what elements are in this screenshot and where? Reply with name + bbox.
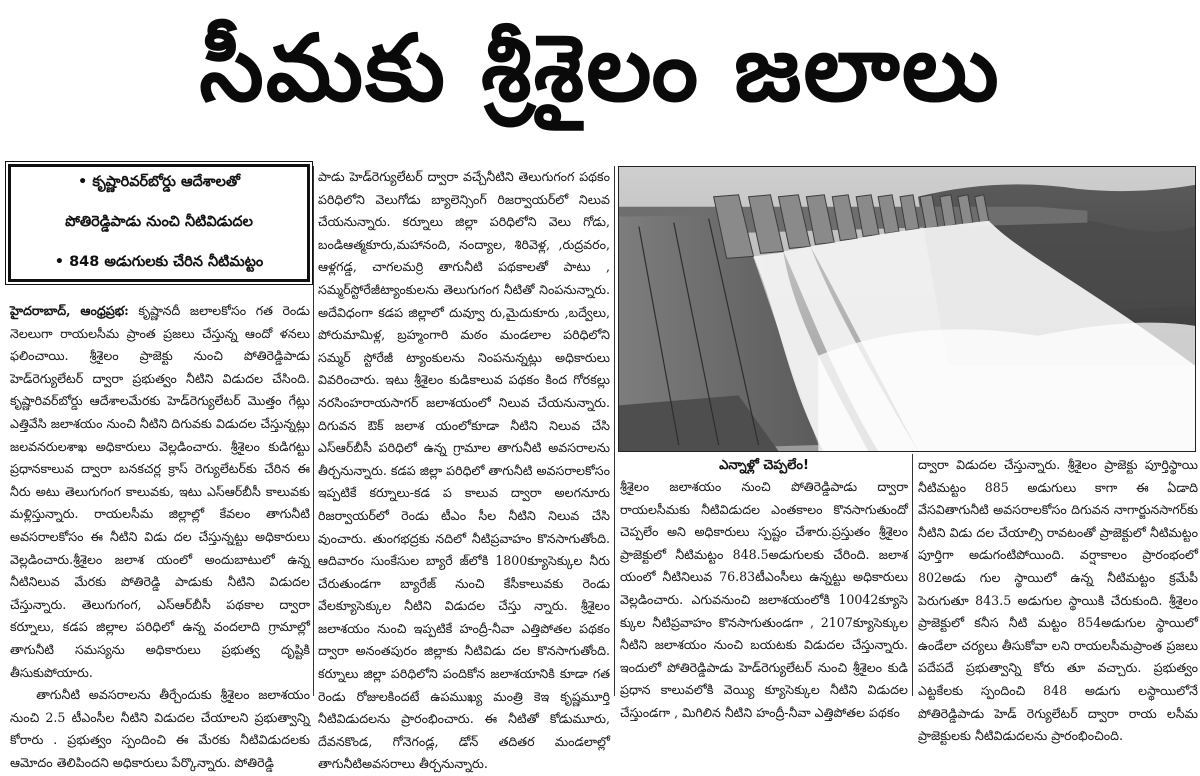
headline: సీమకు శ్రీశైలం జలాలు (199, 15, 1001, 122)
highlight-line: • కృష్ణారివర్‌బోర్డు ఆదేశాలతో (78, 174, 240, 190)
dam-photo (618, 166, 1196, 452)
article-column-2 (318, 166, 611, 772)
article-paragraph: పాడు హెడ్‌రెగ్యులేటర్‌ ద్వారా వచ్చేనీటిని తెలుగుగంగ పథకం పరిధిలోని వెలుగోడు బ్యాలెన్సింగ్‌ రిజర్వాయర్‌లో నిలువ చేయనున్నారు. కర్నూలు జిల్లా పరిధిలోని వెలు గోడు, బండిఆత్మకూరు,మహానంది, నంద్యాల, శిరివెళ్ల, ,రుద్రవరం, ఆళ్లగడ్డ, చాగలమర్రి తాగునీటి పథకాలతో పాటు , సమ్మర్‌స్టోరేజీట్యాంకులను తెలుగుగంగ నీటితో నింపనున్నారు. అదేవిధంగా కడప జిల్లాలో దువ్వూ రు,మైదుకూరు ,బద్వేలు, పోరుమామిళ్ల, బ్రహ్మంగారి మఠం మండలాల పరిధిలోని సమ్మర్‌ స్టోరేజీ ట్యాంకులను నింపనున్నట్లు అధికారులు వివరించారు. ఇటు శ్రీశైలం కుడికాలువ పథకం కింద గోరకల్లు నరసింహరాయసాగర్‌ జలాశయంలో నిలువ చేయనున్నారు. దిగువన ఔక్‌ జలాశ యంలోకూడా నీటిని నిలువ చేసి ఎస్‌ఆర్‌బీసీ పరిధిలో ఉన్న గ్రామాల తాగునీటి అవసరాలను తీర్చనున్నారు. కడప జిల్లా పరిధిలో తాగునీటి అవసరాలకోసం ఇప్పటికే కర్నూలు-కడ ప కాలువ ద్వారా అలగనూరు రిజర్వాయర్‌లో రెండు టీఎం సీల నీటిని నిలువ చేసి వుంచారు. తుంగభద్రకు నదిలో నీటిప్రవాహం కొనసాగుతోంది. ఆదివారం సుంకేసుల బ్యారే జ్‌లోకి 1800క్యూసెక్కుల నీరు చేరుతుండగా బ్యారేజ్‌ నుంచి కేసీకాలువకు రెండు వేలక్యూసెక్కుల నీటిని విడుదల చేస్తు న్నారు. శ్రీశైలం జలాశయం నుంచి ఇప్పటికే హంద్రీ-నీవా ఎత్తిపోతల పథకం ద్వారా అనంతపురం జిల్లాకు నీటివిడు దల కొనసాగుతోంది. కర్నూలు జిల్లా పరిధిలోని పందికోన జలాశయానికి కూడా గత రెండు రోజులకిందటే ఉపముఖ్య మంత్రి కెఇ కృష్ణమూర్తి నీటివిడుదలను ప్రారంభించారు. ఈ నీటితో కోడుమూరు, దేవనకొండ, గోనెగండ్ల, డోన్‌ తదితర మండలాల్లో తాగునీటిఅవసరాలు తీర్చనున్నారు. (318, 169, 611, 772)
column-divider (614, 166, 615, 696)
article-paragraph: శ్రీశైలం జలాశయం నుంచి పోతిరెడ్డిపాడు ద్వారా రాయలసీమకు నీటివిడుదల ఎంతకాలం కొనసాగుతుందో చెప్పలేం అని అధికారులు స్పష్టం చేశారు.ప్రస్తుతం శ్రీశైలం ప్రాజెక్టులో నీటిమట్టం 848.5అడుగులకు చేరింది. జలాశ యంలో నీటినిలువ 76.83టీఎంసీలు ఉన్నట్టు అధికారులు వెల్లడించారు. ఎగువనుంచి జలాశయంలోకి 10042క్యూసె క్కుల నీటిప్రవాహం కొనసాగుతుండగా , 2107క్యూసెక్కుల నీటిని జలాశయం నుంచి బయటకు విడుదల చేస్తున్నారు. ఇందులో పోతిరెడ్డిపాడు హెడ్‌రెగ్యులేటర్‌ నుంచి శ్రీశైలం కుడి ప్రధాన కాలువలోకి వెయ్యి క్యూసెక్కుల నీటిని విడుదల చేస్తుండగా , మిగిలిన నీటిని హంద్రీ-నీవా ఎత్తిపోతల పథకం (620, 479, 908, 720)
subheading: ఎన్నాళ్లో చెప్పలేం! (719, 458, 809, 473)
dateline: హైదరాబాద్‌, ఆంధ్రప్రభ: (10, 303, 129, 318)
article-paragraph (10, 684, 310, 774)
article-column-1 (10, 300, 310, 770)
paragraph-text: తాగునీటి అవసరాలను తీర్చేందుకు శ్రీశైలం జలాశయం నుంచి 2.5 టీఎంసీల నీటిని విడుదల చేయాలని ప్రభుత్వాన్ని కోరారు . ప్రభుత్వం స్పందించి ఈ మేరకు నీటివిడుదలకు ఆమోదం తెలిపిందని అధికారులు పేర్కొన్నారు. పోతిరెడ్డి (10, 687, 310, 770)
article-paragraph (10, 300, 310, 684)
highlight-line: పోతిరెడ్డిపాడు నుంచి నీటివిడుదల (65, 214, 253, 231)
column-divider (313, 166, 314, 696)
dam-photo-illustration (619, 167, 1195, 451)
article-paragraph: ద్వారా విడుదల చేస్తున్నారు. శ్రీశైలం ప్రాజెక్టు పూర్తిస్థాయి నీటిమట్టం 885 అడుగులు కాగా ఈ ఏడాది వేసవితాగునీటి అవసరాలకోసం దిగువన నాగార్జునసాగర్‌కు నీటిని విడు దల చేయాల్సి రావటంతో ప్రాజెక్టులో నీటిమట్టం పూర్తిగా అడుగంటిపోయింది. వర్షాకాలం ప్రారంభంలో 802అడు గుల స్థాయిలో ఉన్న నీటిమట్టం క్రమేపీ పెరుగుతూ 843.5 అడుగుల స్థాయికి చేరుకుంది. శ్రీశైలం ప్రాజెక్టులో కనీస నీటి మట్టం 854అడుగుల స్థాయిలో ఉండేలా చర్యలు తీసుకోవా లని రాయలసీమప్రాంత ప్రజలు పదేపదే ప్రభుత్వాన్ని కోరు తూ వచ్చారు. ప్రభుత్వం ఎట్టకేలకు స్పందించి 848 అడుగు లస్థాయిలోనే పోతిరెడ్డిపాడు హెడ్‌ రెగ్యులేటర్‌ ద్వారా రాయ లసీమ ప్రాజెక్టులకు నీటివిడుదలను ప్రారంభించింది. (918, 457, 1198, 744)
highlight-line: • 848 అడుగులకు చేరిన నీటిమట్టం (54, 254, 264, 271)
article-column-3 (620, 476, 908, 720)
article-column-4 (918, 454, 1198, 744)
highlights-box (8, 164, 310, 282)
paragraph-text: కృష్ణానదీ జలాలకోసం గత రెండు నెలలుగా రాయలసీమ ప్రాంత ప్రజలు చేస్తున్న ఆందో ళనలు ఫలించాయి. శ్రీశైలం ప్రాజెక్టు నుంచి పోతిరెడ్డిపాడు హెడ్‌రెగ్యులేటర్‌ ద్వారా ప్రభుత్వం నీటిని విడుదల చేసింది. కృష్ణారివర్‌బోర్డు ఆదేశాలమేరకు హెడ్‌రెగ్యులేటర్‌ మొత్తం గేట్లు ఎత్తివేసి జలాశయం నుంచి నీటిని దిగువకు విడుదల చేస్తున్నట్లు జలవనరులశాఖ అధికారులు వెల్లడించారు. శ్రీశైలం కుడిగట్టు ప్రధానకాలువ ద్వారా బనకచర్ల క్రాస్‌ రెగ్యులేటర్‌కు చేరిన ఈ నీరు అటు తెలుగుగంగ కాలువకు, ఇటు ఎస్‌ఆర్‌బీసీ కాలువకు మళ్లిస్తున్నారు. రాయలసీమ జిల్లాల్లో కేవలం తాగునీటి అవసరాలకోసం ఈ నీటిని విడు దల చేస్తున్నట్టు అధికారులు వెల్లడించారు.శ్రీశైలం జలాశ యంలో అందుబాటులో ఉన్న నీటినిలువ మేరకు పోతిరెడ్డి పాడుకు నీటిని విడుదల చేస్తున్నారు. తెలుగుగంగ, ఎస్‌ఆర్‌బీసీ పథకాల ద్వారా కర్నూలు, కడప జిల్లాల పరిధిలో ఉన్న వందలాది గ్రామాల్లో తాగునీటి సమస్యను అధికారులు ప్రభుత్వ దృష్టికి తీసుకుపోయారు. (10, 303, 310, 680)
column-divider (912, 454, 913, 696)
